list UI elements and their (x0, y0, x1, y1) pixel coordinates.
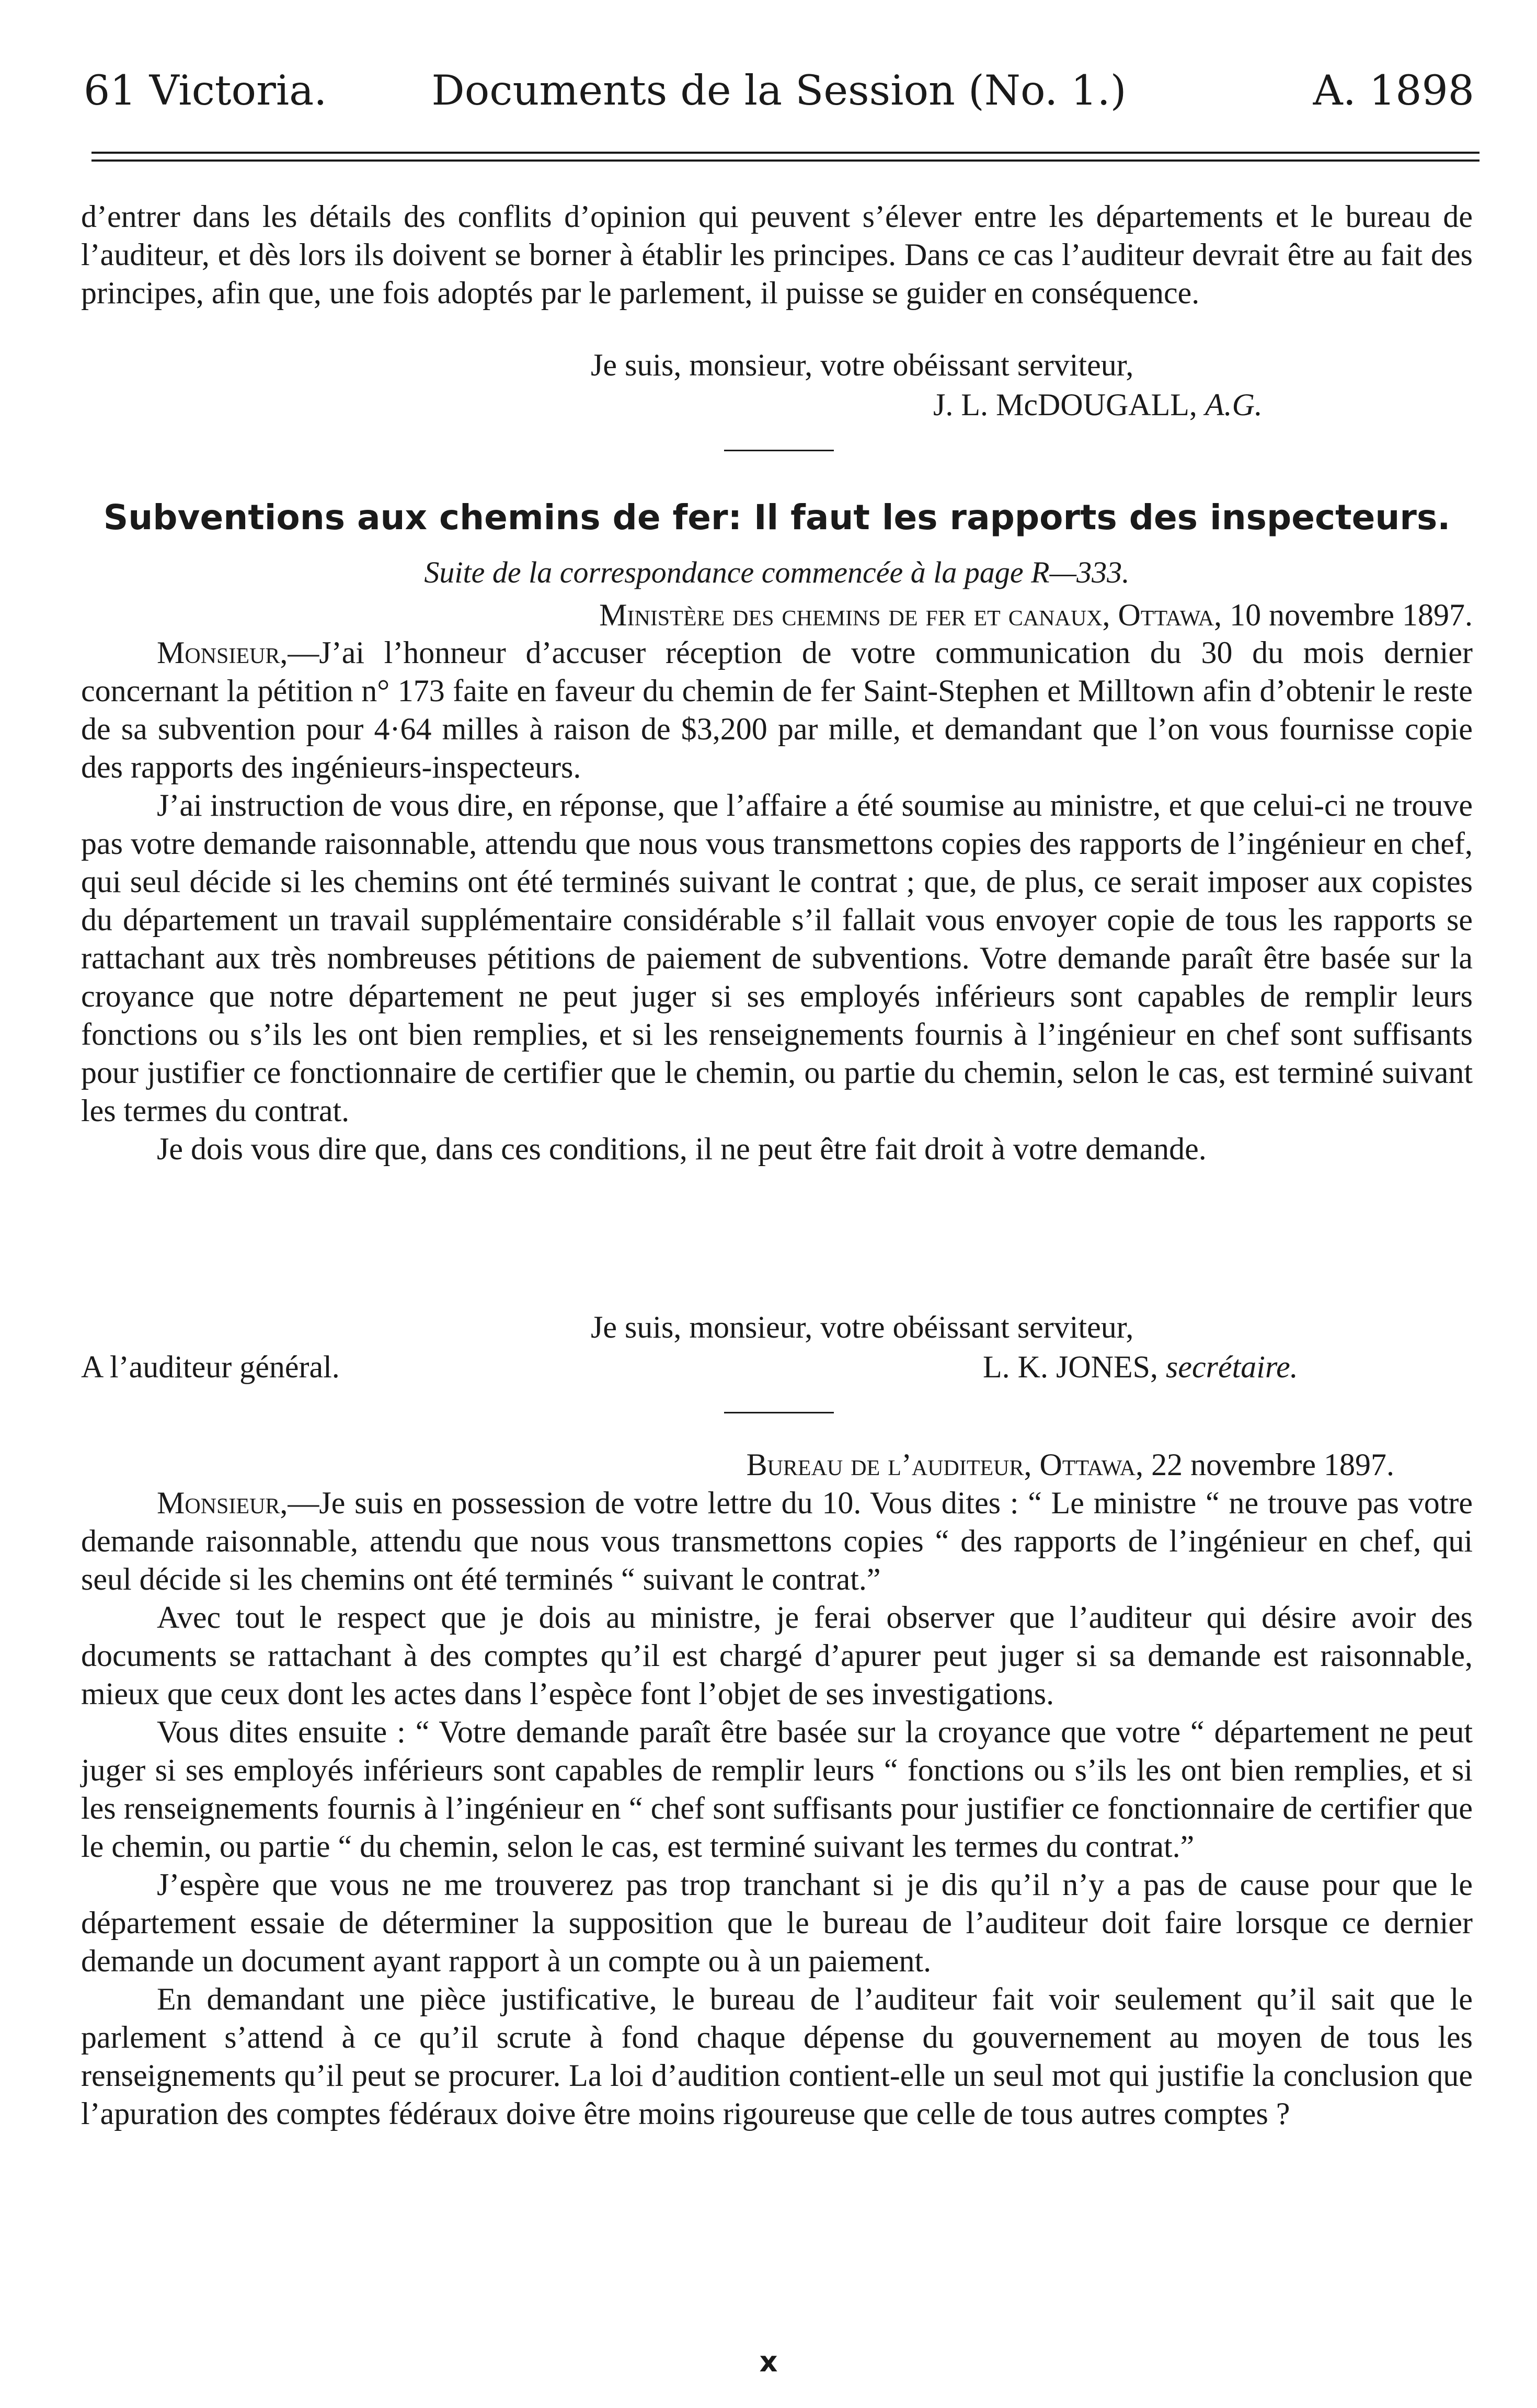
dateline-place: Ottawa, (1039, 1447, 1144, 1482)
dateline-place: Ottawa, (1118, 598, 1222, 632)
section-divider (724, 450, 834, 451)
letter2-paragraph-2: Avec tout le respect que je dois au ministre, je ferai observer que l’auditeur qui désire avoir des documents se rattachant à des comptes qu’il est chargé d’apurer peut juger si sa demande est raisonnable, mieux que ceux dont les actes dans l’espèce font l’objet de ses investigations. (81, 1600, 1473, 1711)
continued-paragraph: d’entrer dans les détails des conflits d’opinion qui peuvent s’élever entre les départements et le bureau de l’auditeur, et dès lors ils doivent se borner à établir les principes. Dans ce cas l’auditeur devrait être au fait des principes, afin que, une fois adoptés par le parlement, il puisse se guider en conséquence. (81, 199, 1473, 310)
letter1-addressee: A l’auditeur général. (81, 1350, 340, 1384)
signature-mcdougall (933, 386, 1263, 424)
dateline-department: Ministère des chemins de fer et canaux, (599, 598, 1110, 632)
letter1-body (81, 634, 1473, 1168)
signature-title: secrétaire. (1166, 1350, 1298, 1384)
letter2-dateline (81, 1446, 1473, 1483)
salutation: Monsieur, (157, 1486, 288, 1520)
letter-divider (724, 1412, 834, 1413)
letter2-body (81, 1484, 1473, 2133)
letter2-paragraph-3: Vous dites ensuite : “ Votre demande paraît être basée sur la croyance que votre “ département ne peut juger si ses employés inférieurs sont capables de remplir leurs “ fonctions ou s’ils les ont bien remplies, et si les renseignements fournis à l’ingénieur en “ chef sont suffisants pour justifier ce fonctionnaire de certifier que le chemin, ou partie “ du chemin, selon le cas, est terminé suivant les termes du contrat.” (81, 1715, 1473, 1864)
running-header (84, 62, 1474, 119)
letter1-paragraph-2: J’ai instruction de vous dire, en réponse, que l’affaire a été soumise au ministre, et que celui-ci ne trouve pas votre demande raisonnable, attendu que nous vous transmettons copies des rapports de l’ingénieur en chef, qui seul décide si les chemins ont été terminés suivant le contrat ; que, de plus, ce serait imposer aux copistes du département un travail supplémentaire considérable s’il fallait vous envoyer copie de tous les rapports se rattachant aux très nombreuses pétitions de paiement de subventions. Votre demande paraît être basée sur la croyance que notre département ne peut juger si ses employés inférieurs sont capables de remplir leurs fonctions ou s’ils les ont bien remplies, et si les renseignements fournis à l’ingénieur en chef sont suffisants pour justifier ce fonctionnaire de certifier que le chemin, ou partie du chemin, selon le cas, est terminé suivant les termes du contrat. (81, 788, 1473, 1128)
paragraph-text: —J’ai l’honneur d’accuser réception de votre communication du 30 du mois dernier concernant la pétition n° 173 faite en faveur du chemin de fer Saint-Stephen et Milltown afin d’obtenir le reste de sa subvention pour 4·64 milles à raison de $3,200 par mille, et demandant que l’on vous fournisse copie des rapports des ingénieurs-inspecteurs. (81, 635, 1473, 784)
closing-line: Je suis, monsieur, votre obéissant serviteur, (591, 348, 1134, 382)
letter1-paragraph-1 (81, 634, 1473, 786)
continued-letter (81, 198, 1473, 312)
letter2-paragraph-5: En demandant une pièce justificative, le bureau de l’auditeur fait voir seulement qu’il sait que le parlement s’attend à ce qu’il scrute à fond chaque dépense du gouvernement au moyen de tous les renseignements qu’il peut se procurer. La loi d’audition contient-elle un seul mot qui justifie la conclusion que l’apuration des comptes fédéraux doive être moins rigoureuse que celle de tous autres comptes ? (81, 1982, 1473, 2131)
letter2-paragraph-1 (81, 1484, 1473, 1599)
letter1-paragraph-3: Je dois vous dire que, dans ces conditions, il ne peut être fait droit à votre demande. (157, 1132, 1207, 1166)
salutation: Monsieur, (157, 635, 288, 670)
section-subtitle: Suite de la correspondance commencée à la page R—333. (424, 555, 1130, 589)
signature-name: J. L. McDOUGALL, (933, 387, 1197, 422)
dateline-date: 22 novembre 1897. (1151, 1447, 1394, 1482)
signature-jones (983, 1348, 1298, 1386)
dateline-date: 10 novembre 1897. (1230, 598, 1473, 632)
header-volume: 61 Victoria. (84, 66, 327, 115)
signature-name: L. K. JONES, (983, 1350, 1159, 1384)
letter2-paragraph-4: J’espère que vous ne me trouverez pas trop tranchant si je dis qu’il n’y a pas de cause pour que le département essaie de déterminer la supposition que le bureau de l’auditeur doit faire lorsque ce dernier demande un document ayant rapport à un compte ou à un paiement. (81, 1867, 1473, 1978)
dateline-wrap (747, 1446, 1394, 1483)
dateline-office: Bureau de l’auditeur, (746, 1447, 1032, 1482)
paragraph-text: —Je suis en possession de votre lettre du 10. Vous dites : “ Le ministre “ ne trouve pas votre demande raisonnable, attendu que nous vous transmettons copies “ des rapports de l’ingénieur en chef, qui seul décide si les chemins ont été terminés “ suivant le contrat.” (81, 1486, 1473, 1596)
header-rule-top (91, 152, 1479, 154)
signature-title: A.G. (1205, 387, 1263, 422)
section-title: Subventions aux chemins de fer: Il faut les rapports des inspecteurs. (103, 497, 1451, 538)
header-year: A. 1898 (1313, 66, 1474, 115)
letter1-closing: Je suis, monsieur, votre obéissant serviteur, (591, 1310, 1134, 1344)
page-mark: x (759, 2345, 778, 2378)
header-rule-bottom (91, 159, 1479, 162)
letter1-dateline (81, 596, 1473, 634)
header-title: Documents de la Session (No. 1.) (431, 66, 1127, 115)
